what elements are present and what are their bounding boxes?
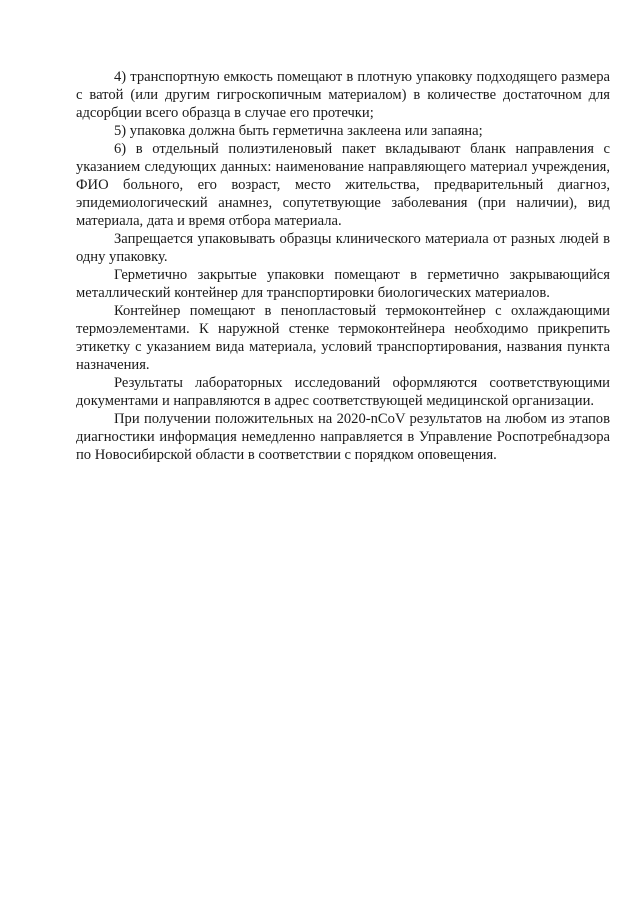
paragraph-notification: При получении положительных на 2020-nCoV результатов на любом из этапов диагностики информация немедленно направляется в Управление Роспотребнадзора по Новосибирской области в соответствии с порядком оповещения. bbox=[76, 411, 610, 463]
paragraph-packaging-step-4: 4) транспортную емкость помещают в плотную упаковку подходящего размера с ватой (или другим гигроскопичным материалом) в количестве достаточном для адсорбции всего образца в случае его протечки; bbox=[76, 69, 610, 121]
document-page bbox=[76, 68, 610, 464]
paragraph-results: Результаты лабораторных исследований оформляются соответствующими документами и направляются в адрес соответствующей медицинской организации. bbox=[76, 375, 610, 409]
paragraph-container: Контейнер помещают в пенопластовый термоконтейнер с охлаждающими термоэлементами. К наружной стенке термоконтейнера необходимо прикрепить этикетку с указанием вида материала, условий транспортирования, названия пункта назначения. bbox=[76, 303, 610, 373]
paragraph-packaging-step-6: 6) в отдельный полиэтиленовый пакет вкладывают бланк направления с указанием следующих данных: наименование направляющего материал учреждения, ФИО больного, его возраст, место жительства, предварительный диагноз, эпидемиологический анамнез, сопутетвующие заболевания (при наличии), вид материала, дата и время отбора материала. bbox=[76, 141, 610, 229]
paragraph-sealed-packages: Герметично закрытые упаковки помещают в герметично закрывающийся металлический контейнер для транспортировки биологических материалов. bbox=[76, 267, 610, 301]
paragraph-prohibition: Запрещается упаковывать образцы клинического материала от разных людей в одну упаковку. bbox=[76, 231, 610, 265]
paragraph-packaging-step-5: 5) упаковка должна быть герметична заклеена или запаяна; bbox=[114, 123, 483, 139]
